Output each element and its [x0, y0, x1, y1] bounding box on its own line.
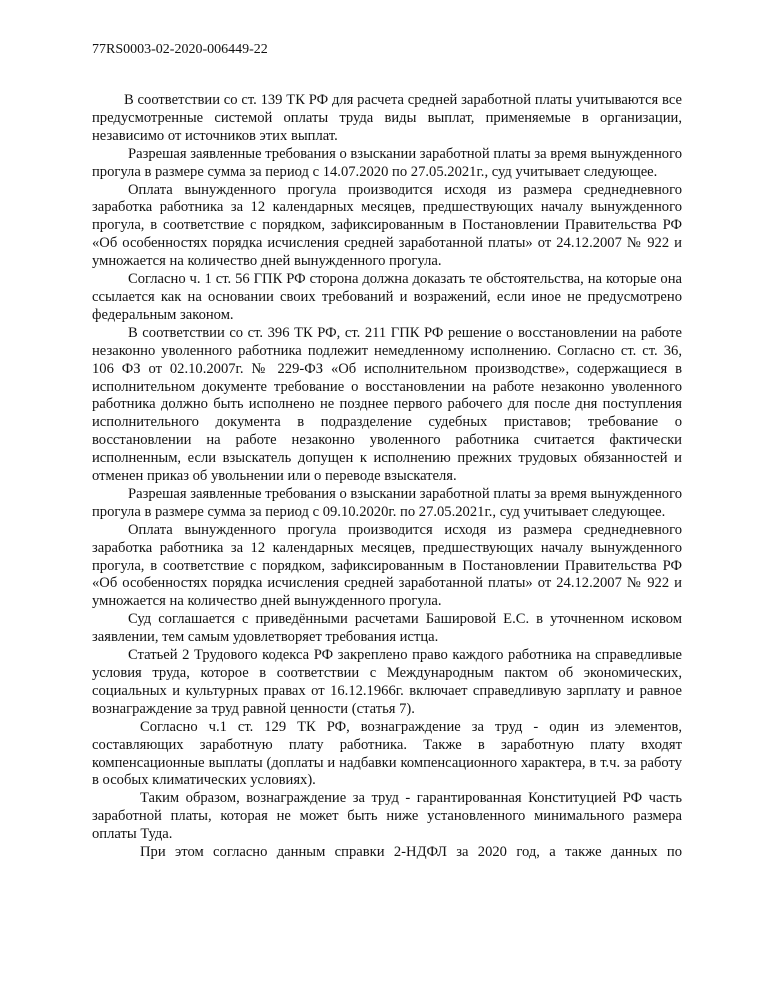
paragraph: Разрешая заявленные требования о взыскании заработной платы за время вынужденного прогула в размере сумма за период с 09.10.2020г. по 27.05.2021г., суд учитывает следующее.: [92, 485, 682, 520]
paragraph: Суд соглашается с приведёнными расчетами Башировой Е.С. в уточненном исковом заявлении, тем самым удовлетворяет требования истца.: [92, 611, 682, 646]
paragraph: При этом согласно данным справки 2-НДФЛ за 2020 год, а также данных по: [140, 844, 682, 861]
paragraph: Разрешая заявленные требования о взыскании заработной платы за время вынужденного прогула в размере сумма за период с 14.07.2020 по 27.05.2021г., суд учитывает следующее.: [92, 145, 682, 180]
paragraph: Таким образом, вознаграждение за труд - гарантированная Конституцией РФ часть заработной платы, которая не может быть ниже установленного минимального размера оплаты Туда.: [92, 790, 682, 843]
paragraph: Статьей 2 Трудового кодекса РФ закреплено право каждого работника на справедливые условия труда, которое в соответствии с Международным пактом об экономических, социальных и культурных правах от 16.12.1966г. включает справедливую зарплату и равное вознаграждение за труд равной ценности (статья 7).: [92, 647, 682, 717]
paragraph: Оплата вынужденного прогула производится исходя из размера среднедневного заработка работника за 12 календарных месяцев, предшествующих началу вынужденного прогула, в соответствие с порядком, зафиксированным в Постановлении Правительства РФ «Об особенностях порядка исчисления средней заработанной платы» от 24.12.2007 № 922 и умножается на количество дней вынужденного прогула.: [92, 181, 682, 270]
document-body: [92, 92, 682, 862]
document-id: 77RS0003-02-2020-006449-22: [92, 42, 268, 57]
paragraph: В соответствии со ст. 396 ТК РФ, ст. 211 ГПК РФ решение о восстановлении на работе незаконно уволенного работника подлежит немедленному исполнению. Согласно ст. ст. 36, 106 ФЗ от 02.10.2007г. № 229-ФЗ «Об исполнительном производстве», содержащиеся в исполнительном документе требование о восстановлении на работе незаконно уволенного работника должно быть исполнено не позднее первого рабочего для после дня поступления исполнительного документа в подразделение судебных приставов; требование о восстановлении на работе незаконно уволенного работника считается фактически исполненным, если взыскатель допущен к исполнению прежних трудовых обязанностей и отменен приказ об увольнении или о переводе взыскателя.: [92, 324, 682, 485]
paragraph: Согласно ч. 1 ст. 56 ГПК РФ сторона должна доказать те обстоятельства, на которые она ссылается как на основании своих требований и возражений, если иное не предусмотрено федеральным законом.: [92, 271, 682, 323]
paragraph: В соответствии со ст. 139 ТК РФ для расчета средней заработной платы учитываются все предусмотренные системой оплаты труда виды выплат, применяемые в организации, независимо от источников этих выплат.: [92, 92, 682, 144]
paragraph: Оплата вынужденного прогула производится исходя из размера среднедневного заработка работника за 12 календарных месяцев, предшествующих началу вынужденного прогула, в соответствие с порядком, зафиксированным в Постановлении Правительства РФ «Об особенностях порядка исчисления средней заработанной платы» от 24.12.2007 № 922 и умножается на количество дней вынужденного прогула.: [92, 521, 682, 610]
paragraph: Согласно ч.1 ст. 129 ТК РФ, вознаграждение за труд - один из элементов, составляющих заработную плату работника. Также в заработную плату входят компенсационные выплаты (доплаты и надбавки компенсационного характера, в т.ч. за работу в особых климатических условиях).: [92, 718, 682, 789]
